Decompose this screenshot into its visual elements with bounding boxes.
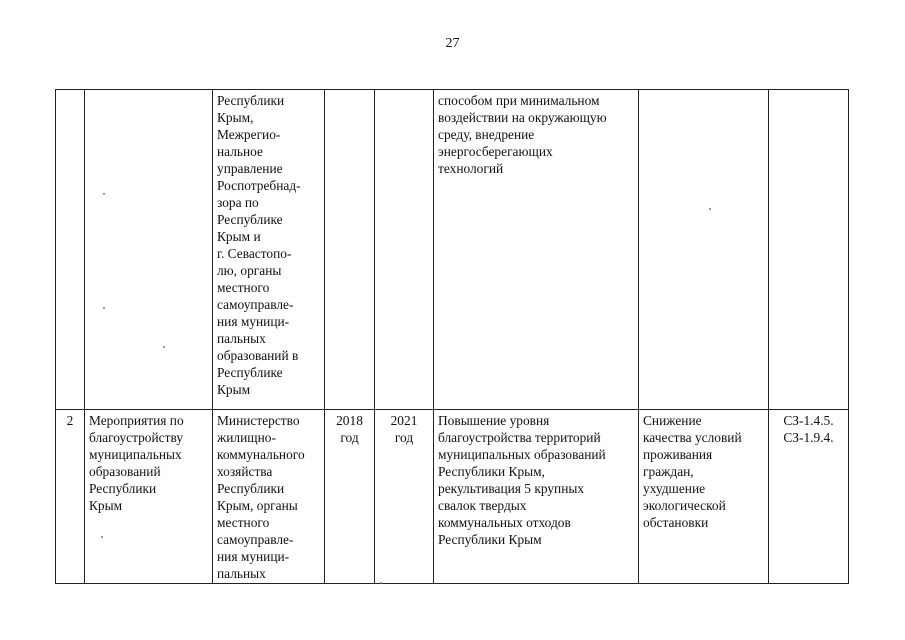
executors-text: Министерство жилищно- коммунального хозяйства Республики Крым, органы местного самоуправле- ния муници- пальных: [217, 413, 305, 581]
measure-text: Мероприятия по благоустройству муниципальных образований Республики Крым: [89, 413, 184, 513]
codes-text: СЗ-1.4.5. СЗ-1.9.4.: [783, 413, 834, 445]
end-year-cell: [375, 90, 434, 410]
start-year-cell: [325, 90, 375, 410]
measures-table: [55, 89, 849, 584]
executors-cell: [213, 410, 325, 584]
start-year: 2018 год: [336, 413, 363, 445]
end-year: 2021 год: [390, 413, 418, 445]
start-year-cell: [325, 410, 375, 584]
consequences-cell: [639, 90, 769, 410]
scan-speck: [380, 582, 382, 584]
result-cell: [434, 410, 639, 584]
scan-speck: [163, 346, 165, 348]
scan-speck: [101, 536, 103, 538]
codes-cell: [769, 90, 849, 410]
scan-speck: [103, 307, 105, 309]
executors-text: Республики Крым, Межрегио- нальное управление Роспотребнад- зора по Республике Крым и г. Севастопо- лю, органы местного самоуправле- ния муници- пальных образований в Республике Крым: [217, 93, 301, 397]
scan-speck: [103, 193, 105, 195]
page-number: 27: [445, 36, 460, 51]
result-text: способом при минимальном воздействии на окружающую среду, внедрение энергосберегающих технологий: [438, 93, 607, 176]
measure-cell: [85, 410, 213, 584]
table-row-continuation: [56, 90, 849, 410]
consequences-text: Снижение качества условий проживания граждан, ухудшение экологической обстановки: [643, 413, 742, 530]
measure-cell: [85, 90, 213, 410]
codes-cell: [769, 410, 849, 584]
row-number: 2: [66, 413, 74, 428]
row-number-cell: [56, 90, 85, 410]
result-text: Повышение уровня благоустройства территорий муниципальных образований Республики Крым, рекультивация 5 крупных свалок твердых коммунальных отходов Республики Крым: [438, 413, 606, 547]
end-year-cell: [375, 410, 434, 584]
table-row-2: [56, 410, 849, 584]
executors-cell: [213, 90, 325, 410]
consequences-cell: [639, 410, 769, 584]
row-number-cell: [56, 410, 85, 584]
scan-speck: [709, 208, 711, 210]
result-cell: [434, 90, 639, 410]
